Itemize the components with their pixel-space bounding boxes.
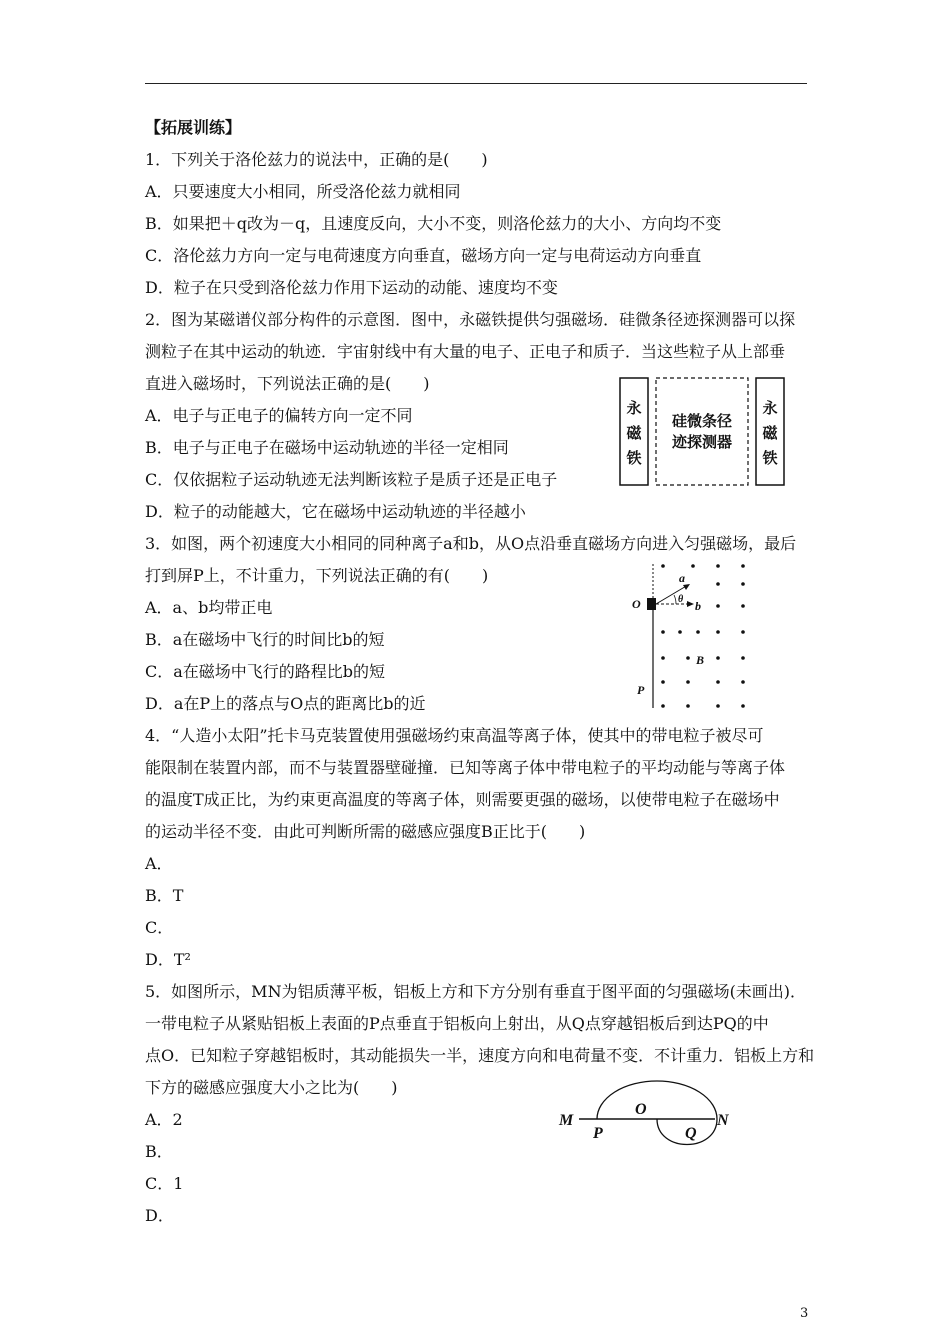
detector-box <box>656 378 748 485</box>
q4-option-b: B．T <box>145 886 184 905</box>
label-o: O <box>632 597 641 611</box>
q3-option-c: C．a在磁场中飞行的路程比b的短 <box>145 662 386 681</box>
q2-stem-line1: 2．图为某磁谱仪部分构件的示意图．图中，永磁铁提供匀强磁场．硅微条径迹探测器可以探 <box>145 310 796 329</box>
q4-stem-line3: 的温度T成正比，为约束更高温度的等离子体，则需要更强的磁场，以使带电粒子在磁场中 <box>145 790 780 809</box>
theta-arc <box>674 595 676 604</box>
ion-source <box>647 598 656 610</box>
q4-option-d: D．T² <box>145 950 191 969</box>
q2-stem-line2: 测粒子在其中运动的轨迹．宇宙射线中有大量的电子、正电子和质子．当这些粒子从上部垂 <box>145 342 786 361</box>
q5-option-a: A．2 <box>145 1110 183 1129</box>
q2-option-c: C．仅依据粒子运动轨迹无法判断该粒子是质子还是正电子 <box>145 470 558 489</box>
q4-stem-line1: 4．“人造小太阳”托卡马克装置使用强磁场约束高温等离子体，使其中的带电粒子被尽可 <box>145 726 764 745</box>
q4-option-a: A． <box>145 854 173 873</box>
header-rule <box>145 83 807 84</box>
q4-option-c: C． <box>145 918 174 937</box>
magnet-right-char-1: 永 <box>762 400 778 417</box>
detector-label-line1: 硅微条径 <box>671 413 733 430</box>
q1-option-a: A．只要速度大小相同，所受洛伦兹力就相同 <box>145 182 461 201</box>
q5-option-c: C．1 <box>145 1174 184 1193</box>
q1-stem: 1．下列关于洛伦兹力的说法中，正确的是( ) <box>145 150 488 169</box>
magnet-right-char-3: 铁 <box>762 450 778 467</box>
q5-stem-line4: 下方的磁感应强度大小之比为( ) <box>145 1078 398 1097</box>
label-o: O <box>635 1101 647 1118</box>
magnet-left-char-2: 磁 <box>626 425 642 442</box>
q3-option-a: A．a、b均带正电 <box>145 598 273 617</box>
magnet-right-char-2: 磁 <box>762 425 778 442</box>
q3-stem-line1: 3．如图，两个初速度大小相同的同种离子a和b，从O点沿垂直磁场方向进入匀强磁场，最后 <box>145 534 797 553</box>
q3-stem-line2: 打到屏P上，不计重力，下列说法正确的有( ) <box>145 566 489 585</box>
upper-arc <box>597 1081 717 1119</box>
q5-option-d: D． <box>145 1206 174 1225</box>
label-p: P <box>637 683 645 697</box>
arrow-b-icon <box>687 601 694 607</box>
label-n: N <box>717 1112 729 1129</box>
spectrometer-figure <box>612 372 792 490</box>
q4-stem-line4: 的运动半径不变．由此可判断所需的磁感应强度B正比于( ) <box>145 822 586 841</box>
magnet-left-char-1: 永 <box>626 400 642 417</box>
q5-option-b: B． <box>145 1142 173 1161</box>
q1-option-c: C．洛伦兹力方向一定与电荷速度方向垂直，磁场方向一定与电荷运动方向垂直 <box>145 246 702 265</box>
label-theta: θ <box>678 594 684 605</box>
q2-option-a: A．电子与正电子的偏转方向一定不同 <box>145 406 413 425</box>
q1-option-d: D．粒子在只受到洛伦兹力作用下运动的动能、速度均不变 <box>145 278 558 297</box>
aluminum-plate-figure <box>555 1078 740 1150</box>
page-number: 3 <box>800 1306 809 1321</box>
field-dots <box>661 564 745 708</box>
q2-stem-line3: 直进入磁场时，下列说法正确的是( ) <box>145 374 430 393</box>
label-field-b: B <box>696 653 705 667</box>
q3-option-b: B．a在磁场中飞行的时间比b的短 <box>145 630 385 649</box>
q2-option-d: D．粒子的动能越大，它在磁场中运动轨迹的半径越小 <box>145 502 526 521</box>
label-b: b <box>695 599 701 613</box>
magnet-left-char-3: 铁 <box>626 450 642 467</box>
q1-option-b: B．如果把＋q改为－q，且速度反向，大小不变，则洛伦兹力的大小、方向均不变 <box>145 214 722 233</box>
q2-option-b: B．电子与正电子在磁场中运动轨迹的半径一定相同 <box>145 438 509 457</box>
q4-stem-line2: 能限制在装置内部，而不与装置器壁碰撞．已知等离子体中带电粒子的平均动能与等离子体 <box>145 758 786 777</box>
q5-stem-line3: 点O．已知粒子穿越铝板时，其动能损失一半，速度方向和电荷量不变．不计重力．铝板上方和 <box>145 1046 815 1065</box>
q5-stem-line2: 一带电粒子从紧贴铝板上表面的P点垂直于铝板向上射出，从Q点穿越铝板后到达PQ的中 <box>145 1014 769 1033</box>
label-a: a <box>679 571 685 585</box>
ion-field-figure <box>628 560 758 712</box>
detector-label-line2: 迹探测器 <box>671 434 733 451</box>
label-m: M <box>559 1112 574 1129</box>
label-q: Q <box>685 1125 697 1142</box>
label-p: P <box>593 1125 603 1142</box>
q3-option-d: D．a在P上的落点与O点的距离比b的近 <box>145 694 426 713</box>
q5-stem-line1: 5．如图所示，MN为铝质薄平板，铝板上方和下方分别有垂直于图平面的匀强磁场(未画出)． <box>145 982 807 1001</box>
section-title: 【拓展训练】 <box>145 118 242 137</box>
